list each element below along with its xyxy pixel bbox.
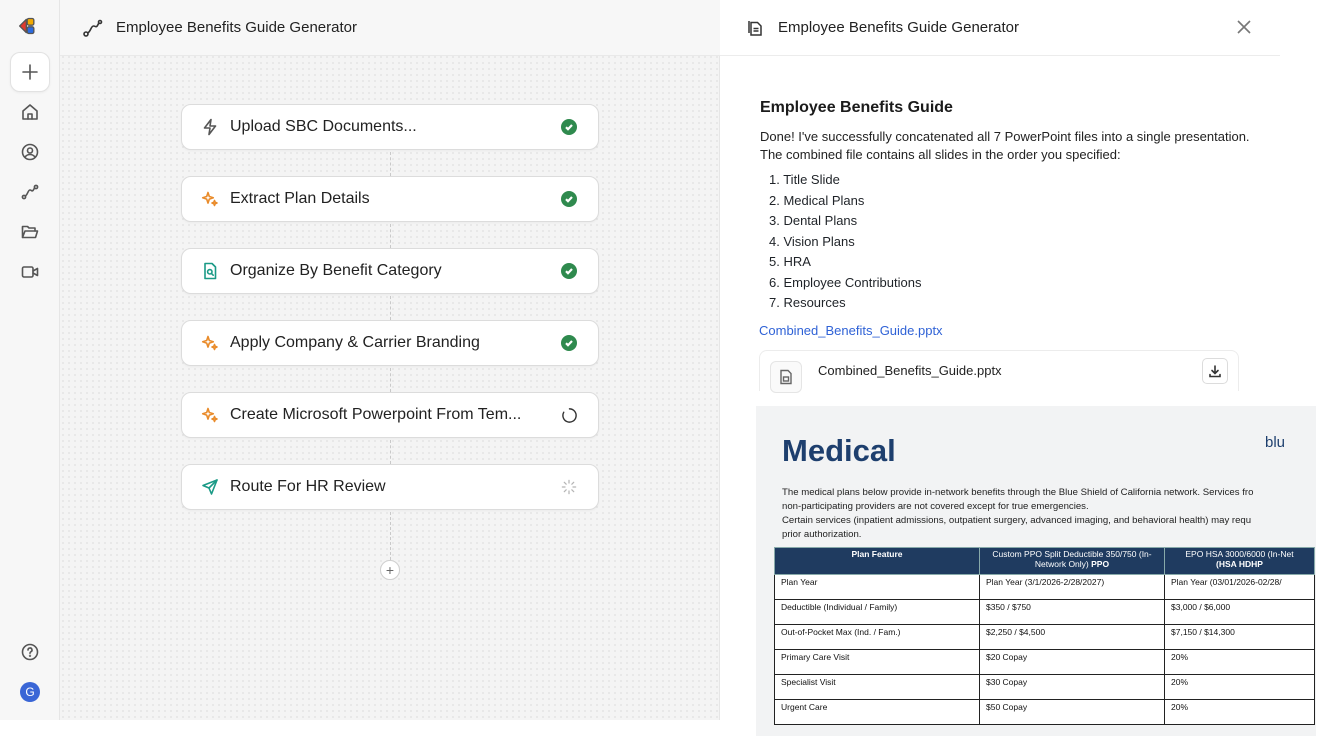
loading-spinner-icon bbox=[561, 407, 578, 424]
close-panel-button[interactable] bbox=[1236, 19, 1254, 37]
response-heading: Employee Benefits Guide bbox=[760, 99, 953, 116]
slide-intro-line: non-participating providers are not covered except for true emergencies. bbox=[782, 501, 1089, 512]
video-icon bbox=[20, 262, 40, 282]
plus-icon bbox=[20, 62, 40, 82]
list-item: 2. Medical Plans bbox=[769, 192, 865, 208]
slide-preview bbox=[756, 406, 1316, 736]
table-header: Custom PPO Split Deductible 350/750 (In-Network Only) PPO bbox=[980, 548, 1165, 575]
table-row: Primary Care Visit $20 Copay 20% bbox=[775, 650, 1315, 675]
check-circle-icon bbox=[561, 263, 577, 279]
sparkle-icon bbox=[201, 190, 219, 208]
list-item: 1. Title Slide bbox=[769, 172, 840, 187]
list-item: 4. Vision Plans bbox=[769, 233, 855, 249]
step-label: Create Microsoft Powerpoint From Tem... bbox=[230, 406, 522, 423]
panel-header bbox=[720, 0, 1280, 56]
panel-title: Employee Benefits Guide Generator bbox=[778, 19, 1019, 36]
check-circle-icon bbox=[561, 191, 577, 207]
step-status bbox=[558, 188, 580, 210]
add-step-button[interactable]: + bbox=[380, 560, 400, 580]
slide-intro bbox=[782, 486, 1322, 542]
step-organize-category[interactable] bbox=[181, 248, 599, 294]
step-connector bbox=[390, 368, 391, 392]
slide-intro-line: Certain services (inpatient admissions, outpatient surgery, advanced imaging, and behavioral health) may requ bbox=[782, 515, 1252, 526]
file-name: Combined_Benefits_Guide.pptx bbox=[818, 363, 1002, 378]
canvas-header bbox=[60, 0, 720, 56]
check-circle-icon bbox=[561, 119, 577, 135]
workflow-title: Employee Benefits Guide Generator bbox=[116, 19, 357, 36]
step-upload-sbc[interactable] bbox=[181, 104, 599, 150]
download-button[interactable] bbox=[1202, 358, 1228, 384]
workflow-icon bbox=[20, 182, 40, 202]
step-extract-plan[interactable] bbox=[181, 176, 599, 222]
workflows-button[interactable] bbox=[10, 172, 50, 212]
carrier-logo: blu bbox=[1265, 434, 1286, 451]
response-message: Done! I've successfully concatenated all 7 PowerPoint files into a single presentation. The combined file contains all slides in the order you specified: bbox=[760, 129, 1250, 162]
table-header: EPO HSA 3000/6000 (In-Net (HSA HDHP bbox=[1165, 548, 1315, 575]
pptx-file-icon bbox=[770, 361, 802, 393]
list-item: 3. Dental Plans bbox=[769, 213, 858, 228]
slide-list bbox=[760, 170, 1250, 314]
response-content bbox=[760, 99, 1250, 338]
document-icon bbox=[746, 19, 764, 37]
sparkle-icon bbox=[201, 334, 219, 352]
slide-title: Medical bbox=[782, 433, 896, 468]
list-item: 7. Resources bbox=[769, 295, 846, 310]
workflow-canvas bbox=[60, 0, 720, 720]
slide-intro-line: prior authorization. bbox=[782, 529, 862, 540]
file-attachment[interactable] bbox=[759, 350, 1239, 391]
table-row: Specialist Visit $30 Copay 20% bbox=[775, 675, 1315, 700]
user-avatar[interactable]: G bbox=[20, 682, 40, 702]
step-connector bbox=[390, 296, 391, 320]
step-apply-branding[interactable] bbox=[181, 320, 599, 366]
step-connector bbox=[390, 440, 391, 464]
step-label: Upload SBC Documents... bbox=[230, 118, 417, 135]
folder-icon bbox=[20, 222, 40, 242]
plan-table bbox=[774, 547, 1315, 725]
close-icon bbox=[1236, 19, 1252, 35]
table-row: Out-of-Pocket Max (Ind. / Fam.) $2,250 / $4,500 $7,150 / $14,300 bbox=[775, 625, 1315, 650]
step-connector bbox=[390, 152, 391, 176]
lightning-icon bbox=[201, 118, 219, 136]
slide-intro-line: The medical plans below provide in-network benefits through the Blue Shield of California network. Services fro bbox=[782, 487, 1254, 498]
step-route-hr[interactable] bbox=[181, 464, 599, 510]
download-icon bbox=[1208, 364, 1222, 378]
check-circle-icon bbox=[561, 335, 577, 351]
step-status bbox=[558, 332, 580, 354]
output-panel bbox=[720, 0, 1294, 720]
table-header: Plan Feature bbox=[775, 548, 980, 575]
document-search-icon bbox=[201, 262, 219, 280]
video-button[interactable] bbox=[10, 252, 50, 292]
left-sidebar bbox=[0, 0, 60, 720]
step-status bbox=[558, 404, 580, 426]
file-link[interactable]: Combined_Benefits_Guide.pptx bbox=[759, 322, 943, 338]
app-logo-icon[interactable] bbox=[18, 16, 42, 38]
list-item: 5. HRA bbox=[769, 254, 811, 269]
pending-spinner-icon bbox=[561, 479, 577, 495]
new-button[interactable] bbox=[10, 52, 50, 92]
home-icon bbox=[20, 102, 40, 122]
step-connector bbox=[390, 224, 391, 248]
sparkle-icon bbox=[201, 406, 219, 424]
user-circle-icon bbox=[20, 142, 40, 162]
table-row: Urgent Care $50 Copay 20% bbox=[775, 700, 1315, 725]
step-label: Extract Plan Details bbox=[230, 190, 370, 207]
step-label: Route For HR Review bbox=[230, 478, 386, 495]
step-status bbox=[558, 260, 580, 282]
workflow-icon bbox=[82, 17, 104, 39]
step-create-powerpoint[interactable] bbox=[181, 392, 599, 438]
step-connector bbox=[390, 512, 391, 560]
table-row: Plan Year Plan Year (3/1/2026-2/28/2027) Plan Year (03/01/2026-02/28/ bbox=[775, 575, 1315, 600]
table-row: Deductible (Individual / Family) $350 / $750 $3,000 / $6,000 bbox=[775, 600, 1315, 625]
help-button[interactable] bbox=[10, 632, 50, 672]
step-label: Organize By Benefit Category bbox=[230, 262, 442, 279]
send-icon bbox=[201, 478, 219, 496]
help-icon bbox=[20, 642, 40, 662]
list-item: 6. Employee Contributions bbox=[769, 274, 922, 290]
home-button[interactable] bbox=[10, 92, 50, 132]
profile-button[interactable] bbox=[10, 132, 50, 172]
step-status bbox=[558, 476, 580, 498]
step-label: Apply Company & Carrier Branding bbox=[230, 334, 480, 351]
step-status bbox=[558, 116, 580, 138]
files-button[interactable] bbox=[10, 212, 50, 252]
